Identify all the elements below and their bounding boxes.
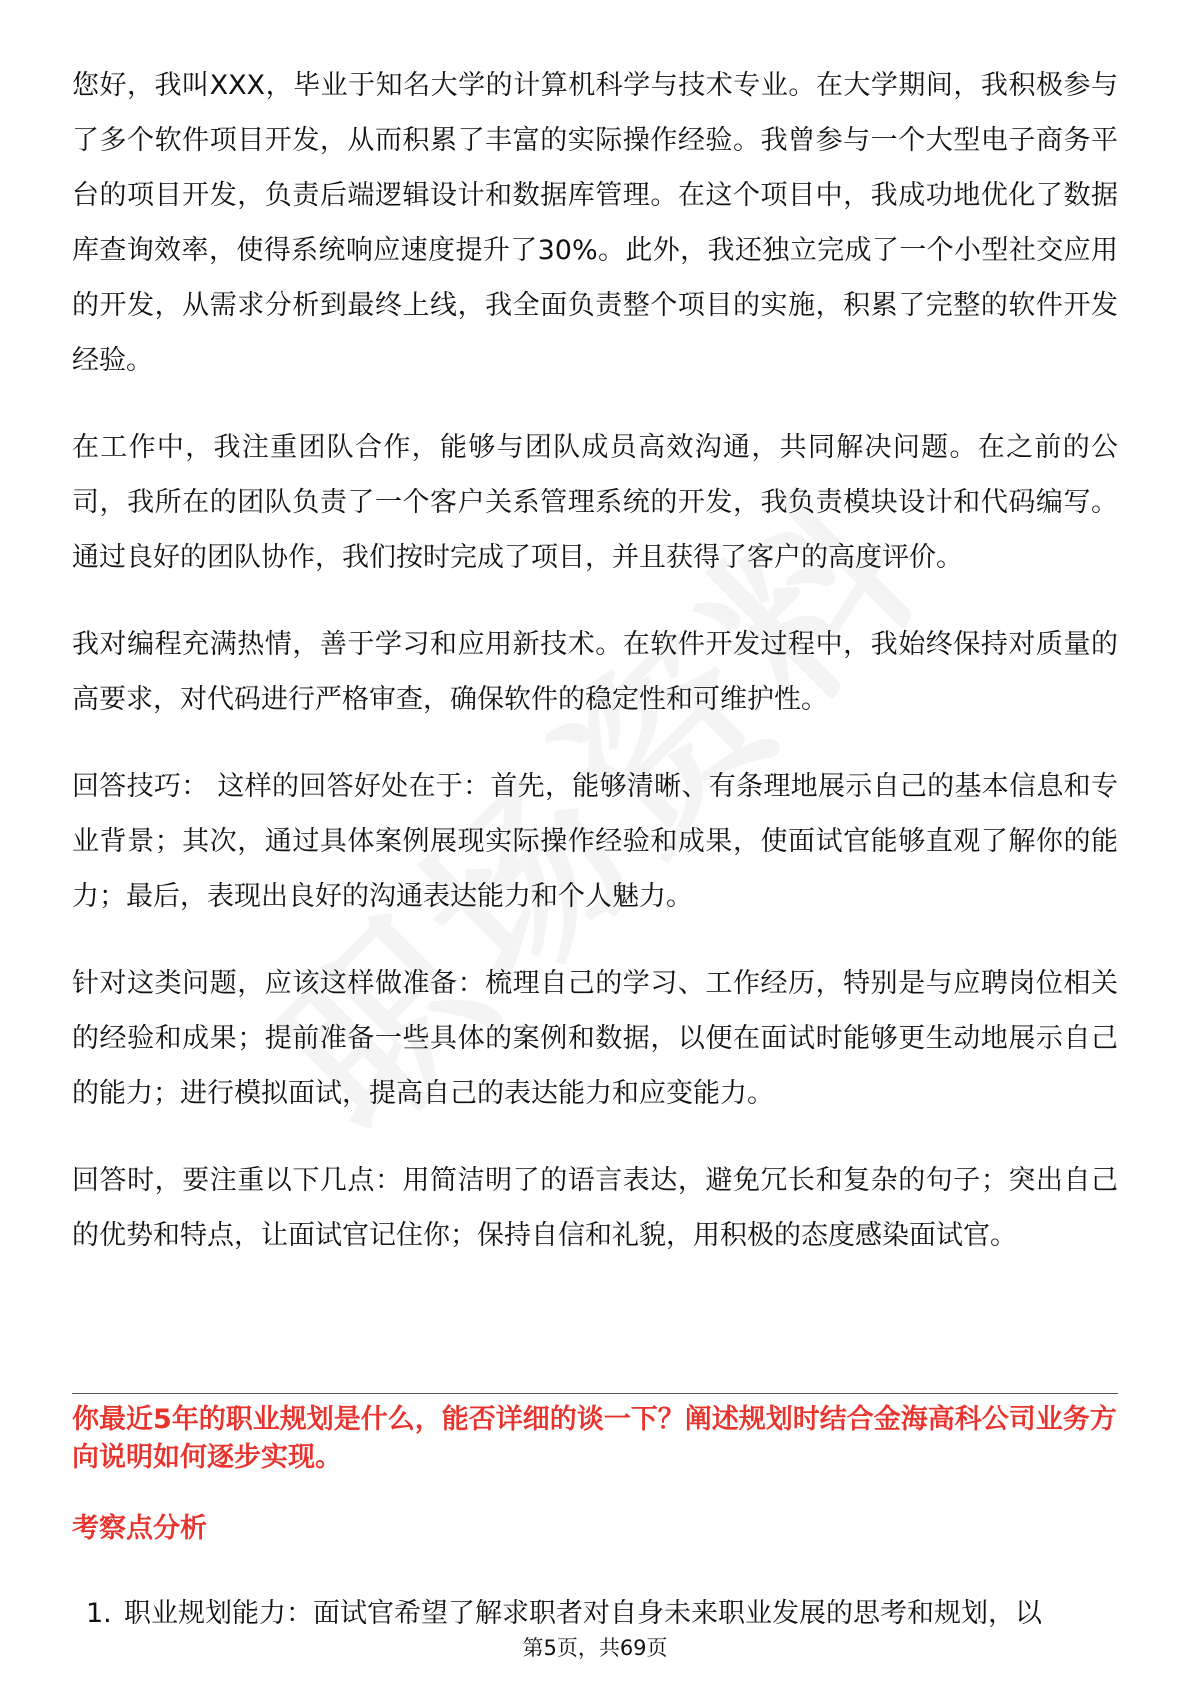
section-divider <box>72 1393 1118 1394</box>
page-number: 第5页，共69页 <box>522 1636 668 1660</box>
analysis-heading: 考察点分析 <box>72 1513 207 1544</box>
question-heading: 你最近5年的职业规划是什么，能否详细的谈一下？阐述规划时结合金海高科公司业务方向说明如何逐步实现。 <box>72 1404 1117 1473</box>
answer-body <box>72 58 1118 1263</box>
paragraph-teamwork: 在工作中，我注重团队合作，能够与团队成员高效沟通，共同解决问题。在之前的公司，我所在的团队负责了一个客户关系管理系统的开发，我负责模块设计和代码编写。通过良好的团队协作，我们按时完成了项目，并且获得了客户的高度评价。 <box>72 432 1118 573</box>
paragraph-intro: 您好，我叫XXX，毕业于知名大学的计算机科学与技术专业。在大学期间，我积极参与了多个软件项目开发，从而积累了丰富的实际操作经验。我曾参与一个大型电子商务平台的项目开发，负责后端逻辑设计和数据库管理。在这个项目中，我成功地优化了数据库查询效率，使得系统响应速度提升了30%。此外，我还独立完成了一个小型社交应用的开发，从需求分析到最终上线，我全面负责整个项目的实施，积累了完整的软件开发经验。 <box>72 70 1118 376</box>
paragraph-passion: 我对编程充满热情，善于学习和应用新技术。在软件开发过程中，我始终保持对质量的高要求，对代码进行严格审查，确保软件的稳定性和可维护性。 <box>72 629 1118 715</box>
list-item-text: 职业规划能力：面试官希望了解求职者对自身未来职业发展的思考和规划，以 <box>124 1598 1042 1629</box>
list-item-number: 1. <box>86 1598 112 1629</box>
paragraph-key-points: 回答时，要注重以下几点：用简洁明了的语言表达，避免冗长和复杂的句子；突出自己的优势和特点，让面试官记住你；保持自信和礼貌，用积极的态度感染面试官。 <box>72 1165 1118 1251</box>
paragraph-answer-tips: 回答技巧： 这样的回答好处在于：首先，能够清晰、有条理地展示自己的基本信息和专业背景；其次，通过具体案例展现实际操作经验和成果，使面试官能够直观了解你的能力；最后，表现出良好的沟通表达能力和个人魅力。 <box>72 771 1118 912</box>
paragraph-preparation: 针对这类问题，应该这样做准备：梳理自己的学习、工作经历，特别是与应聘岗位相关的经验和成果；提前准备一些具体的案例和数据，以便在面试时能够更生动地展示自己的能力；进行模拟面试，提高自己的表达能力和应变能力。 <box>72 968 1118 1109</box>
list-item <box>86 1595 1118 1633</box>
